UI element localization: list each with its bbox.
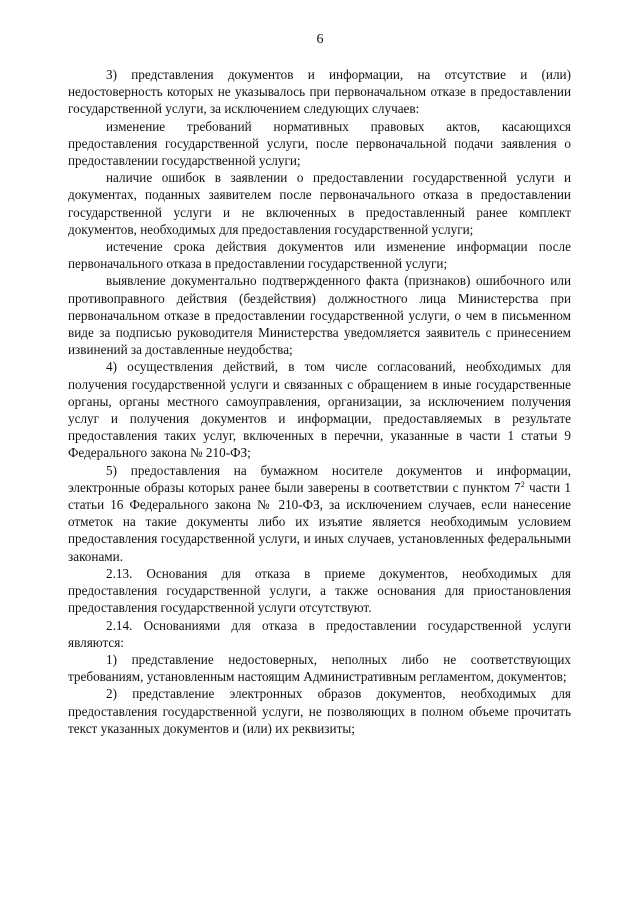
paragraph-item-5 xyxy=(68,462,571,565)
page-number: 6 xyxy=(316,32,324,47)
paragraph-exception-expiry: истечение срока действия документов или изменение информации после первоначального отказа в предоставлении государственной услуги; xyxy=(68,239,571,272)
paragraph-item-5-text: 5) предоставления на бумажном носителе документов и информации, электронные образы которых ранее были заверены в соответствии с пунктом 7 xyxy=(68,462,571,495)
paragraph-item-5-text-cont: части 1 статьи 16 Федерального закона № 210-ФЗ, за исключением случаев, если нанесение отметок на такие документы либо их изъятие является необходимым условием предоставления государственной услуги, и иных случаев, установленных федеральными законами. xyxy=(68,479,571,564)
paragraph-2-14: 2.14. Основаниями для отказа в предоставлении государственной услуги являются: xyxy=(68,617,571,650)
paragraph-2-13: 2.13. Основания для отказа в приеме документов, необходимых для предоставления государственной услуги, а также основания для приостановления предоставления государственной услуги отсутствуют. xyxy=(68,565,571,616)
paragraph-exception-misconduct: выявление документально подтвержденного факта (признаков) ошибочного или противоправного действия (бездействия) должностного лица Министерства при первоначальном отказе в предоставлении государственной услуги, о чем в письменном виде за подписью руководителя Министерства уведомляется заявитель с принесением извинений за доставленные неудобства; xyxy=(68,273,571,358)
paragraph-2-14-item-2: 2) представление электронных образов документов, необходимых для предоставления государственной услуги, не позволяющих в полном объеме прочитать текст указанных документов и (или) их реквизиты; xyxy=(68,686,571,736)
document-body xyxy=(68,66,571,737)
paragraph-item-4: 4) осуществления действий, в том числе согласований, необходимых для получения государственной услуги и связанных с обращением в иные государственные органы, органы местного самоуправления, организации, за исключением получения услуг и получения документов и информации, предоставляемых в результате предоставления таких услуг, включенных в перечни, указанные в части 1 статьи 9 Федерального закона № 210-ФЗ; xyxy=(68,359,571,461)
paragraph-item-3: 3) представления документов и информации, на отсутствие и (или) недостоверность которых не указывалось при первоначальном отказе в предоставлении государственной услуги, за исключением следующих случаев: xyxy=(68,67,571,117)
superscript: 2 xyxy=(520,479,525,489)
paragraph-exception-legal-change: изменение требований нормативных правовых актов, касающихся предоставления государственной услуги, после первоначальной подачи заявления о предоставлении государственной услуги; xyxy=(68,118,571,169)
paragraph-2-14-item-1: 1) представление недостоверных, неполных либо не соответствующих требованиям, установленным настоящим Административным регламентом, документов; xyxy=(68,651,571,685)
paragraph-exception-errors: наличие ошибок в заявлении о предоставлении государственной услуги и документах, поданных заявителем после первоначального отказа в предоставлении государственной услуги и не включенных в предоставленный ранее комплект документов, необходимых для предоставления государственной услуги; xyxy=(68,170,571,237)
